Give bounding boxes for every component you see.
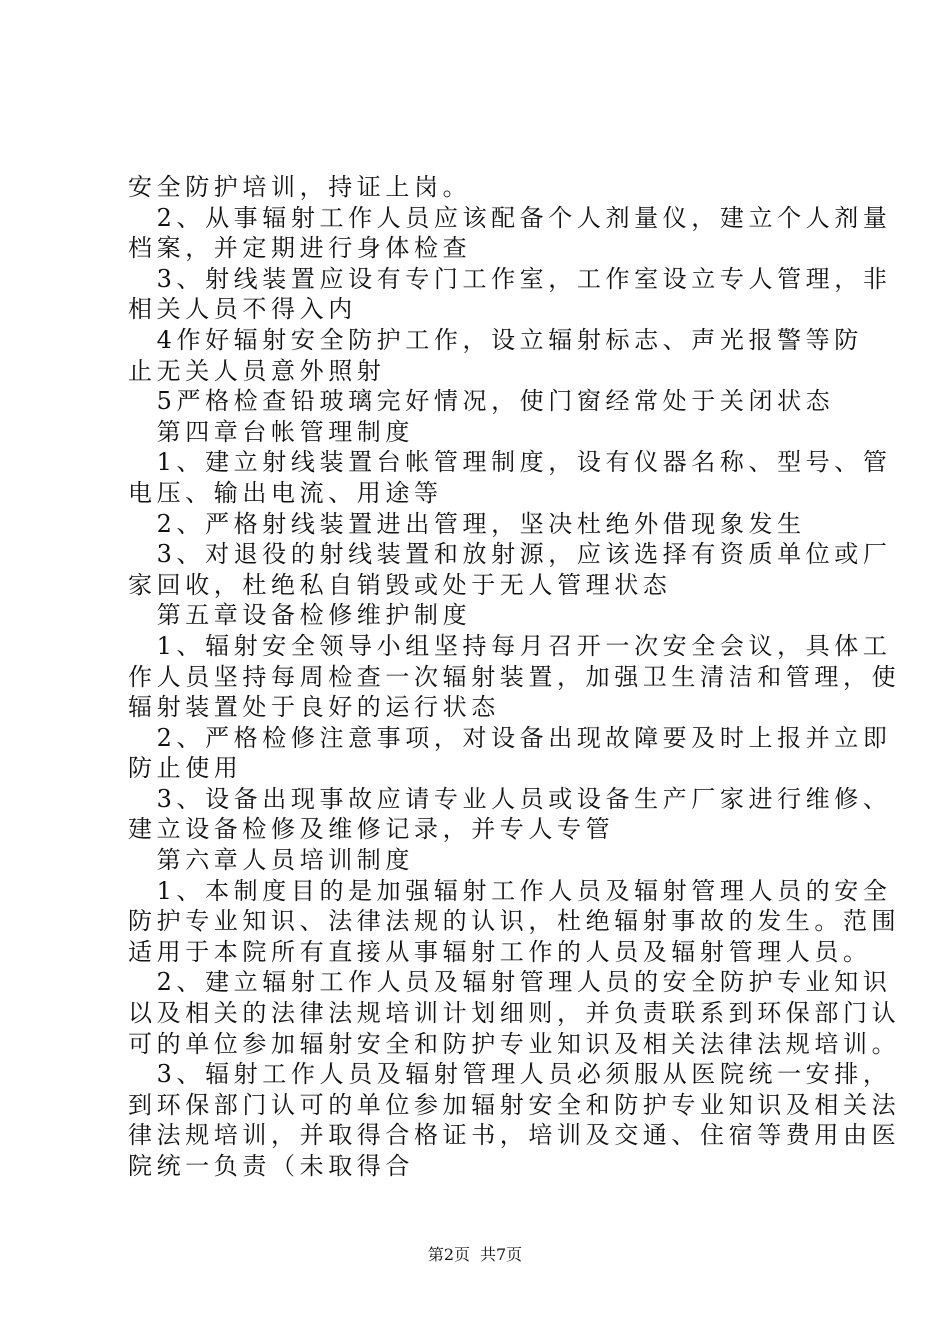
page-total: 共7页 [480, 1245, 523, 1264]
document-body [128, 172, 901, 1182]
chapter-heading: 第五章设备检修维护制度 [128, 601, 472, 630]
text-line: 2、严格射线装置进出管理，坚决杜绝外借现象发生 [128, 509, 806, 538]
text-line: 2、建立辐射工作人员及辐射管理人员的安全防护专业知识 [128, 968, 892, 997]
text-line: 止无关人员意外照射 [128, 356, 386, 385]
text-line: 2、严格检修注意事项，对设备出现故障要及时上报并立即 [128, 723, 892, 752]
text-line: 电压、输出电流、用途等 [128, 478, 443, 507]
text-line: 3、对退役的射线装置和放射源，应该选择有资质单位或厂 [128, 540, 892, 569]
page-footer [0, 1245, 950, 1265]
text-line: 防止使用 [128, 754, 243, 783]
text-line: 律法规培训，并取得合格证书，培训及交通、住宿等费用由医 [128, 1121, 901, 1150]
text-line: 5严格检查铅玻璃完好情况，使门窗经常处于关闭状态 [128, 387, 835, 416]
text-line: 3、辐射工作人员及辐射管理人员必须服从医院统一安排， [128, 1060, 892, 1089]
text-line: 安全防护培训，持证上岗。 [128, 173, 472, 201]
text-line: 作人员坚持每周检查一次辐射装置，加强卫生清洁和管理，使 [128, 662, 901, 691]
text-line: 以及相关的法律法规培训计划细则，并负责联系到环保部门认 [128, 999, 901, 1028]
text-line: 可的单位参加辐射安全和防护专业知识及相关法律法规培训。 [128, 1029, 901, 1058]
text-line: 3、设备出现事故应请专业人员或设备生产厂家进行维修、 [128, 784, 892, 813]
chapter-heading: 第六章人员培训制度 [128, 846, 414, 875]
text-line: 档案，并定期进行身体检查 [128, 234, 472, 263]
text-line: 相关人员不得入内 [128, 295, 357, 324]
text-line: 1、辐射安全领导小组坚持每月召开一次安全会议，具体工 [128, 631, 892, 660]
text-line: 适用于本院所有直接从事辐射工作的人员及辐射管理人员。 [128, 937, 872, 966]
text-line: 2、从事辐射工作人员应该配备个人剂量仪，建立个人剂量 [128, 203, 892, 232]
text-line: 辐射装置处于良好的运行状态 [128, 693, 500, 722]
text-line: 院统一负责（未取得合 [128, 1152, 414, 1180]
text-line: 防护专业知识、法律法规的认识，杜绝辐射事故的发生。范围 [128, 907, 901, 936]
text-line: 3、射线装置应设有专门工作室，工作室设立专人管理，非 [128, 264, 892, 293]
page-number: 第2页 [427, 1245, 470, 1264]
text-line: 到环保部门认可的单位参加辐射安全和防护专业知识及相关法 [128, 1090, 901, 1119]
text-line: 1、建立射线装置台帐管理制度，设有仪器名称、型号、管 [128, 448, 892, 477]
text-line: 家回收，杜绝私自销毁或处于无人管理状态 [128, 570, 672, 599]
text-line: 1、本制度目的是加强辐射工作人员及辐射管理人员的安全 [128, 876, 892, 905]
text-line: 4作好辐射安全防护工作，设立辐射标志、声光报警等防 [128, 325, 863, 354]
chapter-heading: 第四章台帐管理制度 [128, 417, 414, 446]
text-line: 建立设备检修及维修记录，并专人专管 [128, 815, 615, 844]
